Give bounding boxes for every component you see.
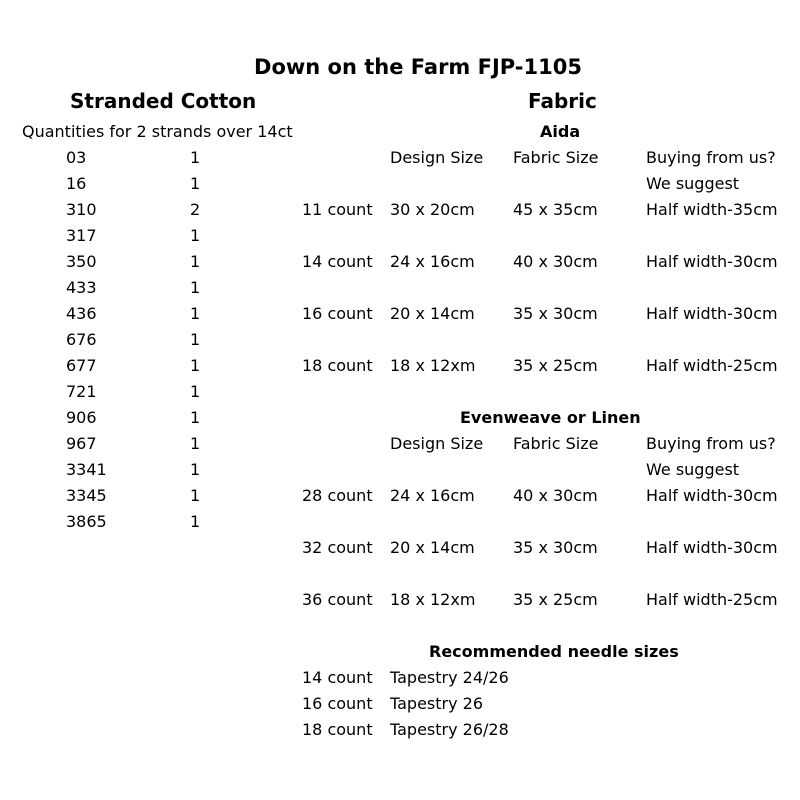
design-size-cell: 20 x 14cm [390,538,475,557]
thread-qty: 1 [190,382,201,401]
list-item [0,382,280,408]
evenweave-design-size-header: Design Size [390,434,484,453]
stranded-cotton-heading: Stranded Cotton [70,89,257,113]
list-item [0,330,280,356]
thread-qty: 1 [190,330,201,349]
count-cell: 14 count [302,252,373,271]
suggest-cell: Half width-35cm [646,200,778,219]
thread-code: 3341 [66,460,107,479]
page-title: Down on the Farm FJP-1105 [254,55,582,79]
thread-qty: 1 [190,174,201,193]
fabric-size-cell: 35 x 30cm [513,304,598,323]
fabric-size-cell: 35 x 30cm [513,538,598,557]
list-item [0,460,280,486]
thread-code: 310 [66,200,97,219]
evenweave-fabric-size-header: Fabric Size [513,434,599,453]
list-item [0,148,280,174]
list-item [0,486,280,512]
thread-code: 3345 [66,486,107,505]
design-size-cell: 20 x 14cm [390,304,475,323]
thread-code: 967 [66,434,97,453]
list-item [0,174,280,200]
suggest-cell: Half width-30cm [646,252,778,271]
thread-code: 721 [66,382,97,401]
thread-code: 350 [66,252,97,271]
thread-qty: 1 [190,512,201,531]
list-item [0,356,280,382]
list-item [0,278,280,304]
thread-qty: 1 [190,408,201,427]
design-size-cell: 18 x 12xm [390,356,476,375]
count-cell: 18 count [302,356,373,375]
count-cell: 18 count [302,720,373,739]
count-cell: 16 count [302,694,373,713]
thread-code: 676 [66,330,97,349]
needle-cell: Tapestry 24/26 [390,668,509,687]
suggest-cell: Half width-25cm [646,356,778,375]
list-item [0,226,280,252]
thread-code: 436 [66,304,97,323]
aida-suggest-header: We suggest [646,174,740,193]
count-cell: 32 count [302,538,373,557]
suggest-cell: Half width-30cm [646,486,778,505]
list-item [0,200,280,226]
thread-code: 906 [66,408,97,427]
thread-qty: 1 [190,304,201,323]
thread-qty: 1 [190,278,201,297]
fabric-size-cell: 35 x 25cm [513,356,598,375]
count-cell: 28 count [302,486,373,505]
thread-code: 677 [66,356,97,375]
thread-qty: 2 [190,200,201,219]
count-cell: 16 count [302,304,373,323]
thread-qty: 1 [190,460,201,479]
aida-design-size-header: Design Size [390,148,484,167]
fabric-size-cell: 40 x 30cm [513,486,598,505]
fabric-size-cell: 40 x 30cm [513,252,598,271]
count-cell: 14 count [302,668,373,687]
needle-cell: Tapestry 26/28 [390,720,509,739]
list-item [0,252,280,278]
thread-code: 433 [66,278,97,297]
evenweave-heading: Evenweave or Linen [460,408,641,427]
quantities-note: Quantities for 2 strands over 14ct [22,122,293,141]
design-size-cell: 30 x 20cm [390,200,475,219]
thread-qty: 1 [190,486,201,505]
aida-fabric-size-header: Fabric Size [513,148,599,167]
list-item [0,434,280,460]
thread-code: 317 [66,226,97,245]
thread-code: 03 [66,148,87,167]
design-size-cell: 24 x 16cm [390,486,475,505]
aida-buying-header: Buying from us? [646,148,776,167]
design-size-cell: 24 x 16cm [390,252,475,271]
count-cell: 36 count [302,590,373,609]
needle-sizes-heading: Recommended needle sizes [429,642,679,661]
list-item [0,512,280,538]
evenweave-buying-header: Buying from us? [646,434,776,453]
aida-heading: Aida [540,122,581,141]
fabric-size-cell: 45 x 35cm [513,200,598,219]
list-item [0,304,280,330]
needle-cell: Tapestry 26 [390,694,484,713]
list-item [0,408,280,434]
thread-qty: 1 [190,434,201,453]
evenweave-suggest-header: We suggest [646,460,740,479]
count-cell: 11 count [302,200,373,219]
thread-qty: 1 [190,356,201,375]
thread-qty: 1 [190,226,201,245]
thread-qty: 1 [190,252,201,271]
suggest-cell: Half width-30cm [646,538,778,557]
fabric-size-cell: 35 x 25cm [513,590,598,609]
thread-qty: 1 [190,148,201,167]
thread-code: 16 [66,174,87,193]
fabric-heading: Fabric [528,89,597,113]
suggest-cell: Half width-30cm [646,304,778,323]
suggest-cell: Half width-25cm [646,590,778,609]
thread-code: 3865 [66,512,107,531]
design-size-cell: 18 x 12xm [390,590,476,609]
